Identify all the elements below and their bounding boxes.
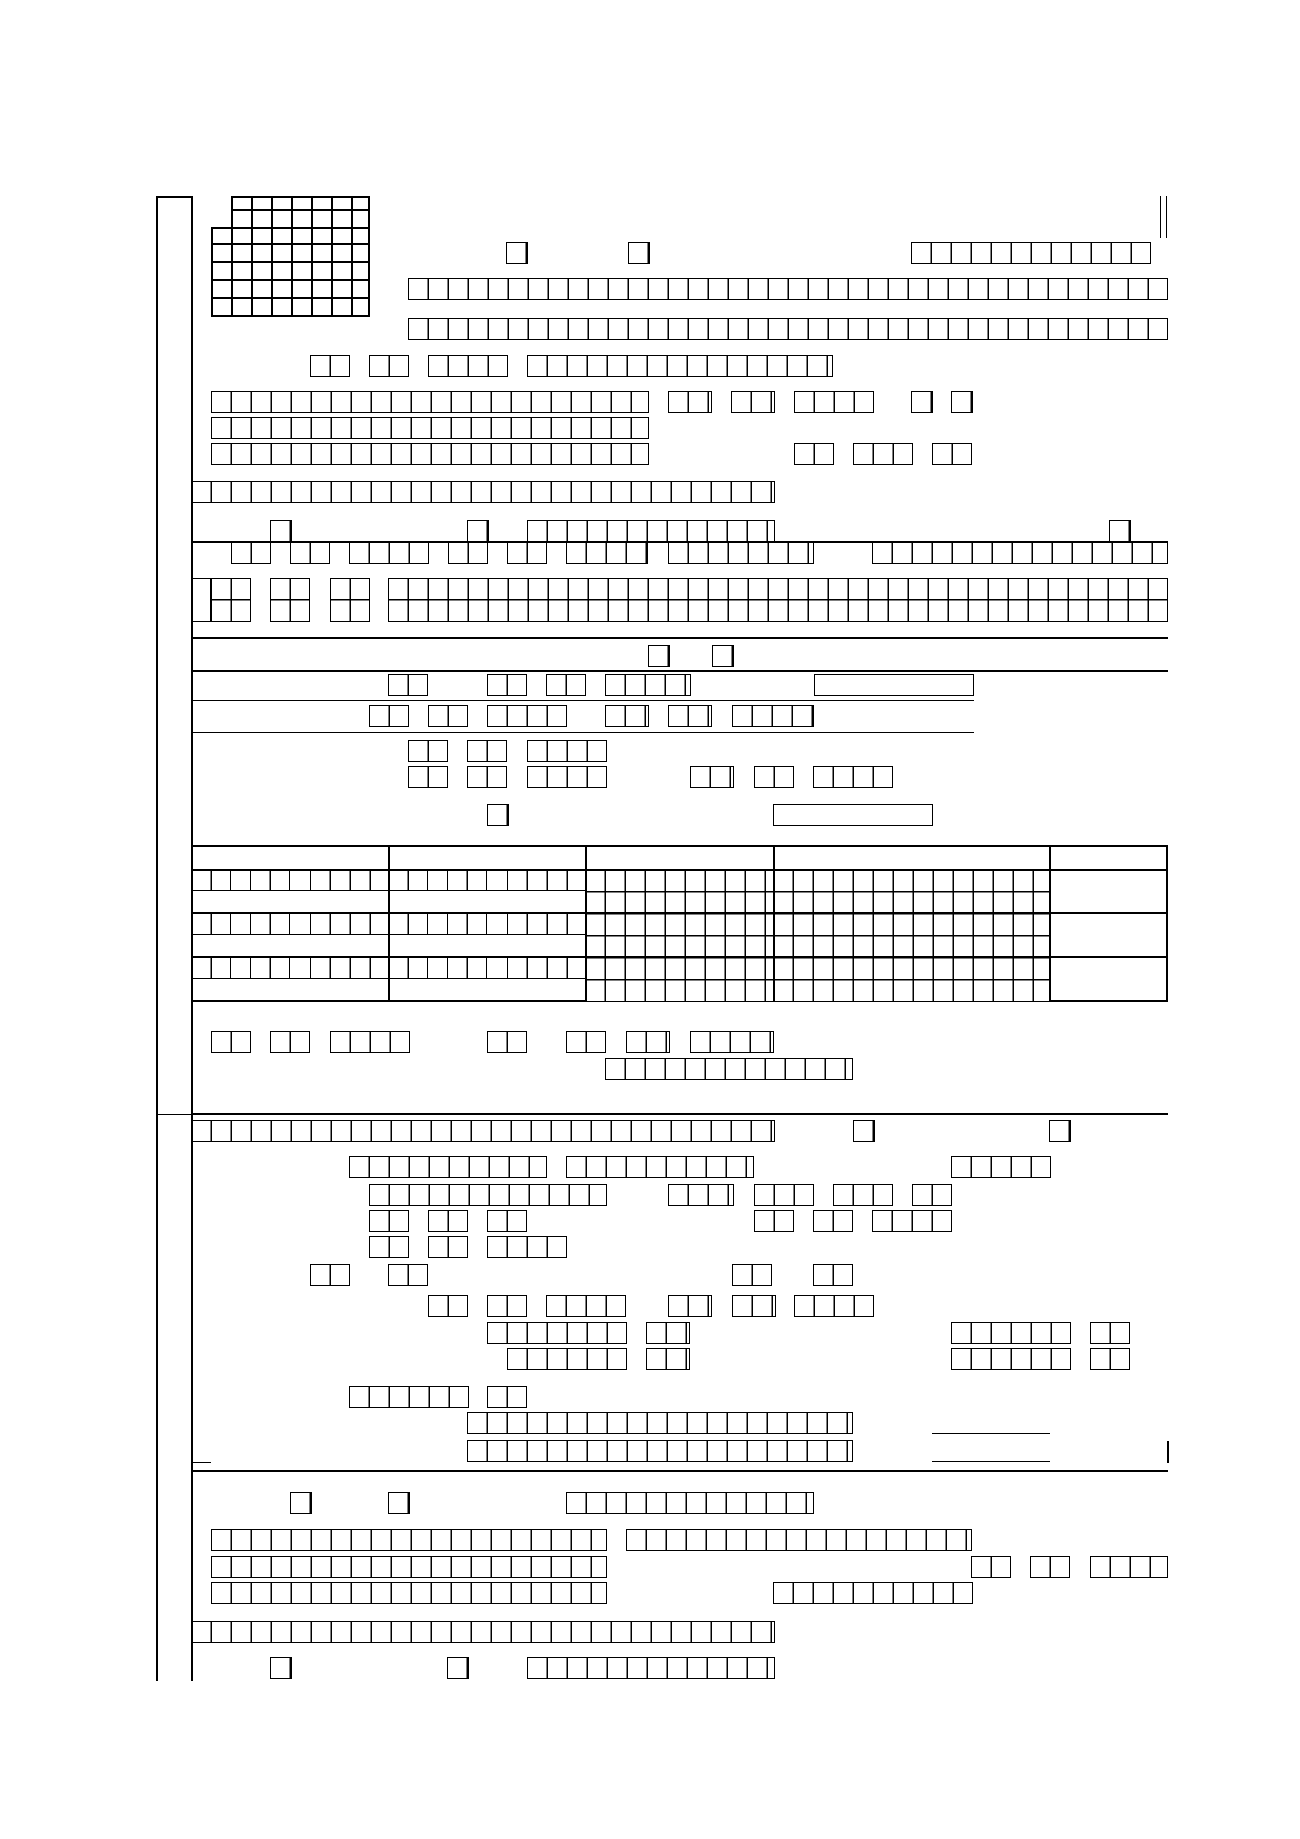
detail-line [428,1295,468,1317]
detail-line [754,1210,794,1232]
detail-line [912,1184,952,1206]
table-row [388,913,428,935]
note-line [605,1058,853,1080]
detail-line [951,1156,1051,1178]
detail-line [646,1348,690,1370]
column-label [1109,520,1131,542]
detail-line [487,1236,567,1258]
note-line [626,1031,670,1053]
option-box [290,1492,312,1514]
detail-line [369,1210,409,1232]
signature-label [349,1386,469,1408]
option-box [853,1120,875,1142]
signature-label [467,1440,853,1462]
note-line [690,1031,774,1053]
detail-line [1090,1348,1130,1370]
header-glyph [506,242,528,264]
row-label [487,804,509,826]
info-line [211,391,649,413]
row-label [388,674,428,696]
table-row [250,957,290,979]
header-glyph [628,242,650,264]
detail-line [487,1295,527,1317]
rail-mark [191,1462,211,1463]
logo-seal-top [231,196,370,229]
field-label [872,542,1168,564]
row-label [754,766,794,788]
info-line [951,391,973,413]
row-label [690,766,734,788]
table-row [388,869,428,891]
table-header [773,845,1051,871]
table-row [507,913,587,935]
detail-line [546,1295,626,1317]
table-row [191,913,231,935]
rule [191,700,974,701]
option-box [270,1657,292,1679]
option-box [648,645,670,667]
detail-line [211,1556,607,1578]
detail-line [527,1657,775,1679]
field-label [448,542,488,564]
info-line [794,443,834,465]
detail-line [507,1348,627,1370]
field-label [668,542,814,564]
side-tick [1167,1441,1169,1463]
detail-line [646,1322,690,1344]
row-label [369,705,409,727]
note-line [566,1031,606,1053]
row-label [732,705,814,727]
info-line [731,391,775,413]
table-row [250,869,290,891]
option-box [712,645,734,667]
detail-line [487,1322,627,1344]
option-box [388,1492,410,1514]
row-label [467,766,507,788]
table-cells [585,869,775,1002]
detail-line [211,1529,607,1551]
detail-line [872,1210,952,1232]
column-label [527,520,775,542]
detail-line [487,1210,527,1232]
corner-mark-1 [1160,196,1161,238]
row-label [546,674,586,696]
info-line [668,391,712,413]
option-box [447,1657,469,1679]
row-label [487,674,527,696]
table-row [447,869,487,891]
header-title-line-2 [408,318,1168,340]
info-line [794,391,874,413]
table-cells [773,869,1051,1002]
section-heading [191,1621,775,1643]
detail-line [754,1184,814,1206]
signature-line [932,1433,1050,1434]
info-line [211,417,649,439]
table-row [507,869,587,891]
detail-line [668,1295,712,1317]
detail-line [813,1264,853,1286]
rule [191,670,1168,672]
row-label [813,766,893,788]
detail-line [732,1295,776,1317]
document-text [0,0,1,1]
detail-line [428,1236,468,1258]
detail-line [773,1582,973,1604]
table-row [310,869,390,891]
table-header [191,845,390,871]
row-label [487,705,567,727]
detail-line [369,1184,607,1206]
table-row [447,957,487,979]
input-field[interactable] [773,804,933,826]
table-row [250,913,290,935]
table-body-col [1049,869,1168,1002]
info-line [932,443,972,465]
detail-line [794,1295,874,1317]
detail-line [369,1236,409,1258]
rule [191,732,974,733]
detail-line [951,1322,1071,1344]
table-row [191,957,231,979]
row-label [527,766,607,788]
corner-mark-2 [1166,196,1167,238]
row-label [527,740,607,762]
info-line [911,391,933,413]
detail-line [732,1264,772,1286]
rail-divider [156,1114,193,1115]
table-header [388,845,587,871]
logo-seal [211,227,370,317]
table-row [388,957,428,979]
detail-line [951,1348,1071,1370]
row-label [668,705,712,727]
detail-line [1030,1556,1070,1578]
info-line [853,443,913,465]
header-code [911,242,1151,264]
field-label [566,542,648,564]
entry-cells [330,578,370,622]
detail-line [1090,1322,1130,1344]
field-label [231,542,271,564]
grid-bracket [191,578,211,622]
section-heading [191,1120,775,1142]
row-label [605,705,649,727]
rule [191,637,1168,639]
row-label [605,674,691,696]
detail-line [566,1156,754,1178]
detail-line [833,1184,893,1206]
row-label [408,766,448,788]
entry-cells [388,578,1168,622]
table-row [310,913,390,935]
note-line [211,1031,251,1053]
top-rail-cap [156,196,193,198]
detail-line [388,1264,428,1286]
entry-cells [211,578,251,622]
section-heading [566,1492,814,1514]
note-line [487,1031,527,1053]
note-line [330,1031,410,1053]
row-label [428,705,468,727]
column-label [467,520,489,542]
section-rule [191,1470,1168,1472]
table-row [191,869,231,891]
column-label [270,520,292,542]
detail-line [428,1210,468,1232]
detail-line [668,1184,734,1206]
side-tick [156,1441,158,1463]
table-row [507,957,587,979]
field-label [349,542,429,564]
section-rule [191,1113,1168,1115]
input-field[interactable] [814,674,974,696]
table-row [447,913,487,935]
entry-cells [270,578,310,622]
note-line [270,1031,310,1053]
detail-line [1090,1556,1168,1578]
row-label [408,740,448,762]
field-label [507,542,547,564]
info-line [211,443,649,465]
detail-line [971,1556,1011,1578]
header-subtitle [369,355,409,377]
detail-line [349,1156,547,1178]
header-subtitle [428,355,508,377]
signature-label [487,1386,527,1408]
header-subtitle [310,355,350,377]
section-heading [191,481,775,503]
field-label [290,542,330,564]
row-label [467,740,507,762]
table-header [1049,845,1168,871]
detail-line [813,1210,853,1232]
detail-line [211,1582,607,1604]
signature-label [467,1412,853,1434]
signature-line [932,1461,1050,1462]
detail-line [626,1529,972,1551]
option-box [1049,1120,1071,1142]
detail-line [310,1264,350,1286]
table-row [310,957,390,979]
header-title-line-1 [408,278,1168,300]
table-header [585,845,775,871]
header-subtitle [527,355,833,377]
